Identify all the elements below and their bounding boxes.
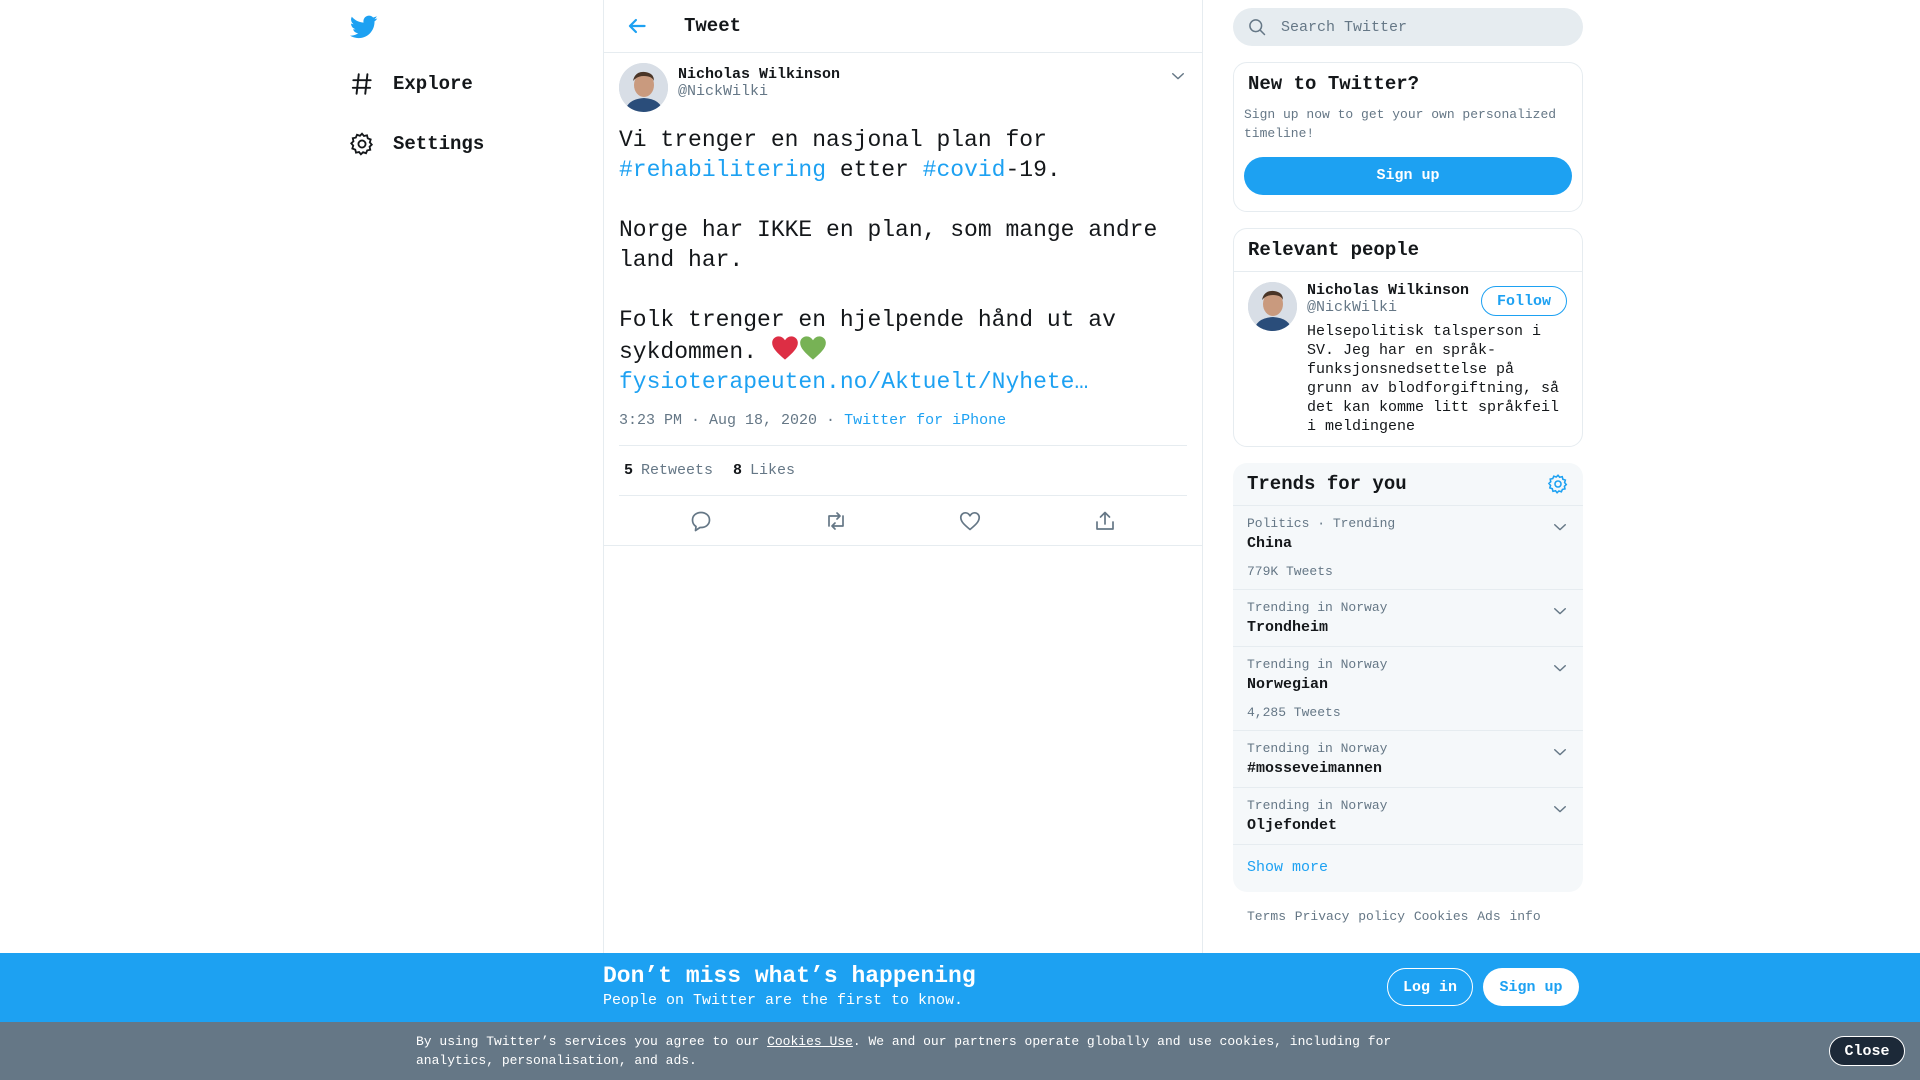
relevant-people-card <box>1233 228 1583 447</box>
login-button[interactable]: Log in <box>1387 968 1473 1006</box>
new-to-twitter-title: New to Twitter? <box>1248 73 1420 95</box>
search-box[interactable] <box>1233 8 1583 46</box>
cookies-use-link[interactable]: Cookies Use <box>767 1034 853 1049</box>
trends-title: Trends for you <box>1247 473 1407 495</box>
trend-item[interactable] <box>1233 590 1583 647</box>
signup-banner <box>0 953 1920 1022</box>
relevant-person-handle[interactable]: @NickWilki <box>1307 299 1398 316</box>
signup-banner-title: Don’t miss what’s happening <box>603 963 976 989</box>
reply-icon[interactable] <box>689 509 713 533</box>
chevron-down-icon[interactable] <box>1169 67 1187 85</box>
tweet-timestamp[interactable]: 3:23 PM · Aug 18, 2020 <box>619 412 818 429</box>
show-more-link[interactable]: Show more <box>1247 859 1329 876</box>
tweet-meta: 3:23 PM · Aug 18, 2020 · Twitter for iPhone <box>619 412 1007 429</box>
relevant-person[interactable] <box>1234 272 1582 446</box>
avatar[interactable] <box>1248 282 1297 331</box>
main-column <box>603 0 1203 1080</box>
nav-settings-label: Settings <box>393 133 485 155</box>
tweet-source-link[interactable]: Twitter for iPhone <box>844 412 1007 429</box>
article-link[interactable]: fysioterapeuten.no/Aktuelt/Nyhete… <box>619 369 1089 395</box>
chevron-down-icon[interactable] <box>1551 743 1569 761</box>
page-header <box>604 0 1202 53</box>
red-heart-icon <box>771 335 799 361</box>
trend-count: 779K Tweets <box>1247 564 1333 579</box>
nav-settings[interactable] <box>349 124 484 164</box>
trend-item[interactable] <box>1233 647 1583 731</box>
hashtag-link[interactable]: #rehabilitering <box>619 157 827 183</box>
new-to-twitter-card <box>1233 62 1583 212</box>
search-icon <box>1247 17 1267 37</box>
author-handle[interactable]: @NickWilki <box>678 83 769 100</box>
cookie-banner <box>0 1022 1920 1080</box>
sidebar-signup-button[interactable]: Sign up <box>1244 157 1572 195</box>
follow-button[interactable]: Follow <box>1481 286 1567 316</box>
tweet-text <box>619 125 1189 397</box>
tweet-text-fragment: -19. <box>1005 157 1061 183</box>
tweet-actions <box>604 496 1202 546</box>
retweets-label[interactable]: Retweets <box>641 462 714 479</box>
tweet-text-fragment: etter <box>826 157 923 183</box>
relevant-person-bio: Helsepolitisk talsperson i SV. Jeg har en språk-funksjonsnedsettelse på grunn av blodforgiftning, så det kan komme litt språkfeil i meldingene <box>1307 323 1560 435</box>
trend-context: Trending in Norway <box>1247 741 1388 756</box>
hashtag-icon <box>349 71 375 97</box>
trend-count: 4,285 Tweets <box>1247 705 1341 720</box>
chevron-down-icon[interactable] <box>1551 518 1569 536</box>
trend-name: Trondheim <box>1247 619 1329 636</box>
avatar[interactable] <box>619 63 668 112</box>
twitter-logo-icon[interactable] <box>349 13 379 41</box>
cookie-close-button[interactable]: Close <box>1829 1036 1905 1066</box>
trends-header <box>1233 463 1583 506</box>
footer-links[interactable]: Terms Privacy policy Cookies Ads info <box>1247 909 1541 924</box>
nav-explore[interactable] <box>349 64 473 104</box>
trend-context: Trending in Norway <box>1247 600 1388 615</box>
tweet-text-paragraph: Folk trenger en hjelpende hånd ut av sykdommen. <box>619 307 1130 365</box>
search-input[interactable] <box>1281 19 1541 36</box>
trend-item[interactable] <box>1233 788 1583 845</box>
like-icon[interactable] <box>958 509 982 533</box>
new-to-twitter-desc: Sign up now to get your own personalized timeline! <box>1244 107 1557 141</box>
gear-icon <box>349 131 375 157</box>
nav-explore-label: Explore <box>393 73 473 95</box>
tweet <box>604 53 1202 546</box>
likes-count[interactable]: 8 <box>733 462 743 479</box>
trend-name: Oljefondet <box>1247 817 1338 834</box>
right-sidebar <box>1233 0 1583 924</box>
share-icon[interactable] <box>1093 509 1117 533</box>
gear-icon[interactable] <box>1547 473 1569 495</box>
tweet-stats <box>619 445 1187 496</box>
signup-button[interactable]: Sign up <box>1483 968 1579 1006</box>
signup-banner-subtitle: People on Twitter are the first to know. <box>603 992 964 1009</box>
tweet-text-line: Vi trenger en nasjonal plan for <box>619 127 1047 153</box>
cookie-text <box>416 1032 1416 1070</box>
chevron-down-icon[interactable] <box>1551 659 1569 677</box>
likes-label[interactable]: Likes <box>750 462 796 479</box>
relevant-person-name[interactable]: Nicholas Wilkinson <box>1307 282 1470 299</box>
trend-item[interactable] <box>1233 506 1583 590</box>
retweet-icon[interactable] <box>824 509 848 533</box>
green-heart-icon <box>799 335 827 361</box>
retweets-count[interactable]: 5 <box>624 462 634 479</box>
trend-name: #mosseveimannen <box>1247 760 1383 777</box>
trend-name: Norwegian <box>1247 676 1329 693</box>
author-name[interactable]: Nicholas Wilkinson <box>678 66 841 83</box>
cookie-text-after: . We and our partners operate globally and use cookies, including for analytics, personalisation, and ads. <box>416 1034 1392 1068</box>
page-title: Tweet <box>684 15 742 37</box>
tweet-author <box>619 63 1187 112</box>
hashtag-link[interactable]: #covid <box>922 157 1006 183</box>
relevant-people-title: Relevant people <box>1234 229 1582 272</box>
trend-context: Trending in Norway <box>1247 798 1388 813</box>
trend-item[interactable] <box>1233 731 1583 788</box>
cookie-text-before: By using Twitter’s services you agree to our <box>416 1034 768 1049</box>
trend-name: China <box>1247 535 1293 552</box>
trend-context: Politics · Trending <box>1247 516 1396 531</box>
tweet-text-paragraph: Norge har IKKE en plan, som mange andre land har. <box>619 217 1172 273</box>
chevron-down-icon[interactable] <box>1551 602 1569 620</box>
trends-card <box>1233 463 1583 892</box>
chevron-down-icon[interactable] <box>1551 800 1569 818</box>
trend-context: Trending in Norway <box>1247 657 1388 672</box>
back-arrow-icon[interactable] <box>624 13 650 39</box>
